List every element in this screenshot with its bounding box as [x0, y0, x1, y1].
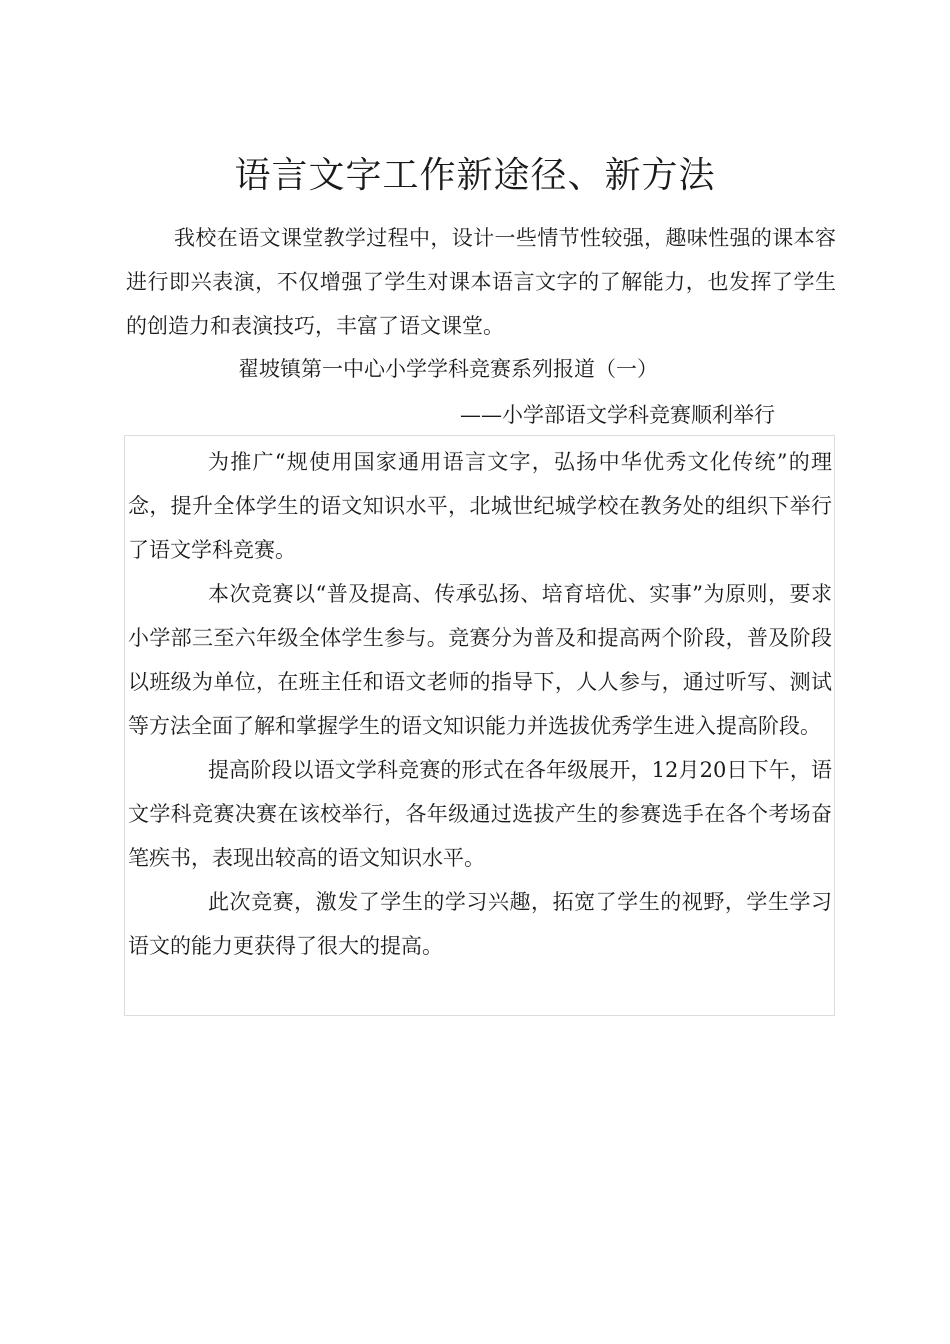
document-title: 语言文字工作新途径、新方法: [234, 155, 716, 196]
article-paragraph-4: 此次竞赛，激发了学生的学习兴趣，拓宽了学生的视野，学生学习语文的能力更获得了很大的提高。: [128, 890, 832, 958]
intro-paragraph: 我校在语文课堂教学过程中，设计一些情节性较强，趣味性强的课本容进行即兴表演，不仅增强了学生对课本语言文字的了解能力，也发挥了学生的创造力和表演技巧，丰富了语文课堂。: [126, 226, 836, 338]
report-title: 翟坡镇第一中心小学学科竞赛系列报道（一）: [238, 357, 658, 381]
report-subtitle: ——小学部语文学科竞赛顺利举行: [460, 403, 775, 427]
article-paragraph-1: 为推广“规使用国家通用语言文字，弘扬中华优秀文化传统”的理念，提升全体学生的语文知识水平，北城世纪城学校在教务处的组织下举行了语文学科竞赛。: [128, 450, 832, 562]
article-box: [124, 435, 835, 1016]
article-paragraph-2: 本次竞赛以“普及提高、传承弘扬、培育培优、实事”为原则，要求小学部三至六年级全体学生参与。竞赛分为普及和提高两个阶段，普及阶段以班级为单位，在班主任和语文老师的指导下，人人参与，通过听写、测试等方法全面了解和掌握学生的语文知识能力并选拔优秀学生进入提高阶段。: [128, 582, 832, 738]
article-paragraph-3: 提高阶段以语文学科竞赛的形式在各年级展开，12月20日下午，语文学科竞赛决赛在该校举行，各年级通过选拔产生的参赛选手在各个考场奋笔疾书，表现出较高的语文知识水平。: [128, 758, 832, 870]
